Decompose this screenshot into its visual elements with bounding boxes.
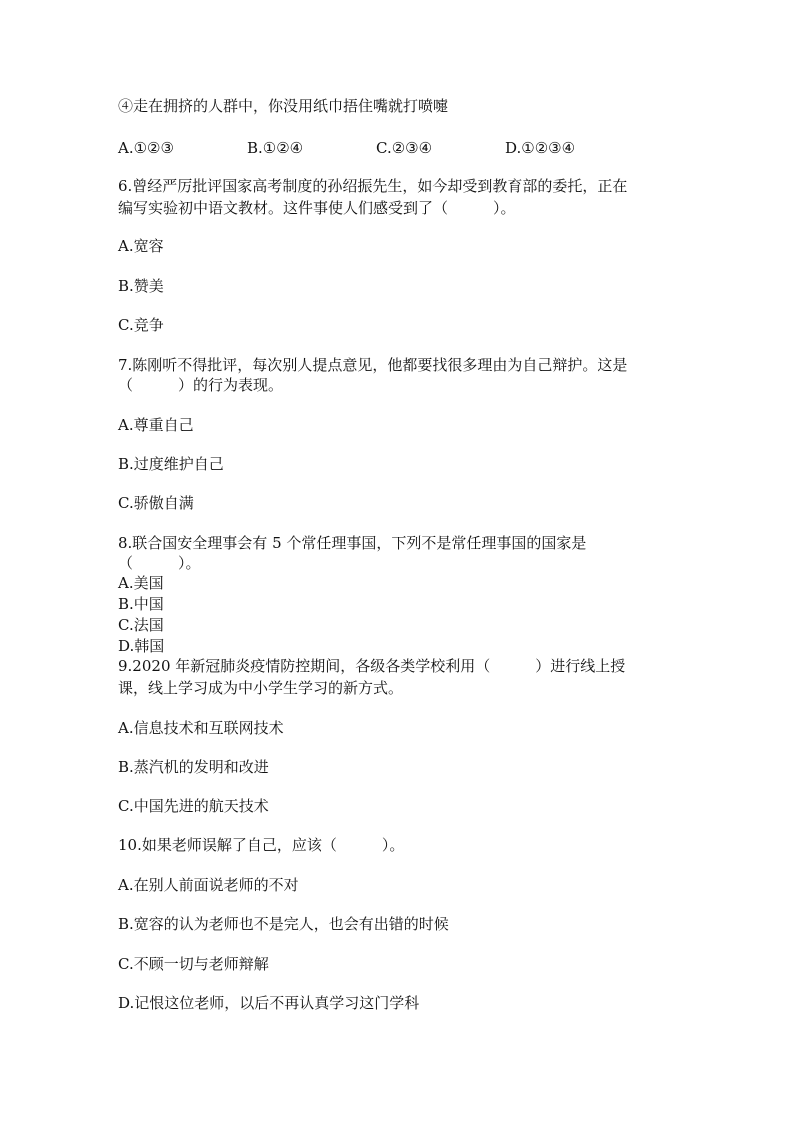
- q8-option-b: B.中国: [118, 595, 164, 613]
- q9-stem-line-1: 9.2020 年新冠肺炎疫情防控期间，各级各类学校利用（ ）进行线上授: [118, 657, 626, 675]
- q10-option-c: C.不顾一切与老师辩解: [118, 955, 269, 973]
- q5-options: [118, 138, 678, 158]
- q7-option-c: C.骄傲自满: [118, 494, 194, 512]
- q6-option-b: B.赞美: [118, 277, 164, 295]
- q8-stem-line-1: 8.联合国安全理事会有 5 个常任理事国，下列不是常任理事国的国家是: [118, 534, 587, 552]
- q7-stem-line-2: （ ）的行为表现。: [118, 376, 284, 394]
- q9-option-c: C.中国先进的航天技术: [118, 797, 269, 815]
- q8-option-d: D.韩国: [118, 637, 165, 655]
- q7-option-a: A.尊重自己: [118, 416, 194, 434]
- q8-option-c: C.法国: [118, 616, 164, 634]
- q9-option-b: B.蒸汽机的发明和改进: [118, 758, 269, 776]
- q10-option-d: D.记恨这位老师，以后不再认真学习这门学科: [118, 994, 420, 1012]
- q8-stem-line-2: （ ）。: [118, 554, 201, 572]
- q7-option-b: B.过度维护自己: [118, 455, 224, 473]
- q7-stem-line-1: 7.陈刚听不得批评，每次别人提点意见，他都要找很多理由为自己辩护。这是: [118, 356, 628, 374]
- q5-option-c: C.②③④: [376, 139, 433, 157]
- q9-option-a: A.信息技术和互联网技术: [118, 719, 284, 737]
- q6-option-a: A.宽容: [118, 237, 164, 255]
- q10-option-a: A.在别人前面说老师的不对: [118, 876, 299, 894]
- q6-option-c: C.竞争: [118, 316, 164, 334]
- q5-option-a: A.①②③: [118, 139, 174, 157]
- q5-option-b: B.①②④: [247, 139, 304, 157]
- q10-stem: 10.如果老师误解了自己，应该（ ）。: [118, 836, 405, 854]
- q5-option-d: D.①②③④: [505, 139, 576, 157]
- q6-stem-line-1: 6.曾经严厉批评国家高考制度的孙绍振先生，如今却受到教育部的委托，正在: [118, 177, 628, 195]
- q8-option-a: A.美国: [118, 574, 164, 592]
- q5-statement-4: ④走在拥挤的人群中，你没用纸巾捂住嘴就打喷嚏: [118, 97, 449, 115]
- q9-stem-line-2: 课，线上学习成为中小学生学习的新方式。: [118, 679, 404, 697]
- q6-stem-line-2: 编写实验初中语文教材。这件事使人们感受到了（ ）。: [118, 199, 516, 217]
- q10-option-b: B.宽容的认为老师也不是完人，也会有出错的时候: [118, 915, 449, 933]
